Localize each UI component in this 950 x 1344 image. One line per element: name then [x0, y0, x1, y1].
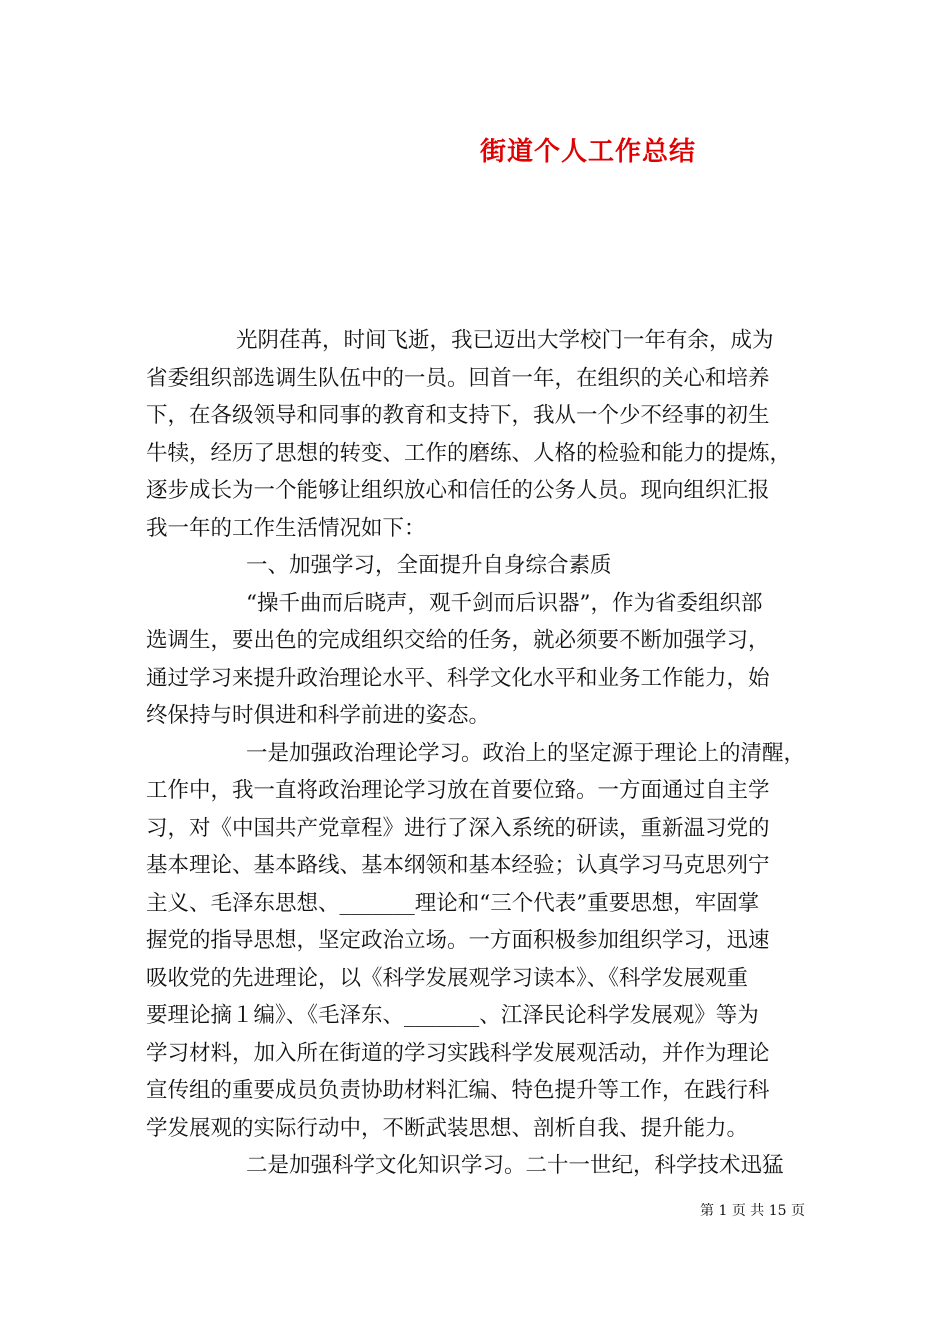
- body-line: 基本理论、基本路线、基本纲领和基本经验；认真学习马克思列宁: [146, 853, 770, 878]
- document-title: 街道个人工作总结: [479, 137, 696, 167]
- body-line: 牛犊，经历了思想的转变、工作的磨练、人格的检验和能力的提炼，: [146, 440, 792, 466]
- body-line: “操千曲而后晓声，观千剑而后识器”，作为省委组织部: [246, 590, 763, 616]
- body-line: 二是加强科学文化知识学习。二十一世纪，科学技术迅猛: [246, 1153, 784, 1178]
- body-line: 终保持与时俱进和科学前进的姿态。: [146, 703, 491, 728]
- document-body: [146, 322, 818, 1185]
- body-line: 工作中，我一直将政治理论学习放在首要位臵。一方面通过自主学: [146, 778, 770, 803]
- body-line: 握党的指导思想，坚定政治立场。一方面积极参加组织学习，迅速: [146, 928, 770, 953]
- body-line: 学发展观的实际行动中，不断武装思想、剖析自我、提升能力。: [146, 1115, 749, 1141]
- body-line: 要理论摘１编》、《毛泽东、_______、江泽民论科学发展观》等为: [146, 1003, 759, 1028]
- body-line: 我一年的工作生活情况如下：: [146, 515, 426, 541]
- page-number: 第 1 页 共 15 页: [700, 1203, 805, 1219]
- body-line: 通过学习来提升政治理论水平、科学文化水平和业务工作能力，始: [146, 665, 770, 691]
- body-line: 习，对《中国共产党章程》进行了深入系统的研读，重新温习党的: [146, 815, 770, 841]
- body-line: 省委组织部选调生队伍中的一员。回首一年，在组织的关心和培养: [146, 365, 770, 391]
- body-line: 光阴荏苒，时间飞逝，我已迈出大学校门一年有余，成为: [236, 328, 774, 353]
- body-line: 选调生，要出色的完成组织交给的任务，就必须要不断加强学习，: [146, 628, 770, 653]
- body-line: 主义、毛泽东思想、_______理论和“三个代表”重要思想，牢固掌: [146, 890, 760, 916]
- body-line: 一是加强政治理论学习。政治上的坚定源于理论上的清醒，: [246, 740, 806, 766]
- body-line: 宣传组的重要成员负责协助材料汇编、特色提升等工作，在践行科: [146, 1078, 770, 1103]
- section-heading: 一、加强学习，全面提升自身综合素质: [246, 553, 612, 578]
- body-line: 下，在各级领导和同事的教育和支持下，我从一个少不经事的初生: [146, 403, 770, 428]
- body-line: 学习材料，加入所在街道的学习实践科学发展观活动，并作为理论: [146, 1040, 770, 1066]
- body-line: 吸收党的先进理论，以《科学发展观学习读本》、《科学发展观重: [146, 965, 749, 991]
- body-line: 逐步成长为一个能够让组织放心和信任的公务人员。现向组织汇报: [146, 478, 770, 503]
